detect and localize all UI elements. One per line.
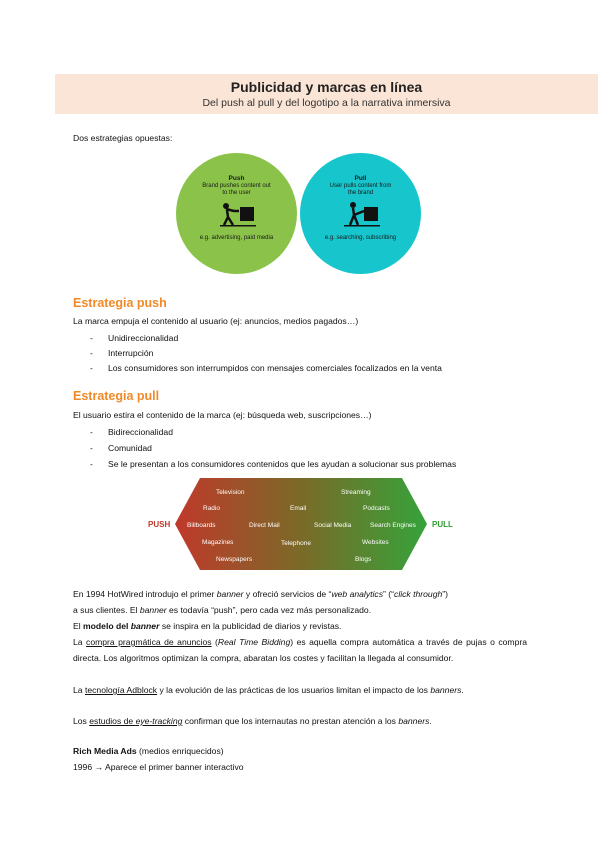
pull-circle-desc2: the brand xyxy=(347,190,374,196)
diagram-word-email: Email xyxy=(290,505,307,512)
diagram-word-billboards: Billboards xyxy=(187,522,216,529)
push-circle xyxy=(176,153,297,274)
paragraph-adblock: La tecnología Adblock y la evolución de las prácticas de los usuarios limitan el impacto de los banners. xyxy=(73,685,464,695)
push-circle-desc1: Brand pushes content out xyxy=(202,183,271,189)
diagram-word-search-engines: Search Engines xyxy=(370,522,416,529)
title-banner xyxy=(55,74,598,114)
list-item: - Los consumidores son interrumpidos con mensajes comerciales focalizados en la venta xyxy=(90,363,442,373)
diagram-word-blogs: Blogs xyxy=(355,556,372,563)
diagram-word-magazines: Magazines xyxy=(202,539,234,546)
rich-media-line: 1996 → Aparece el primer banner interactivo xyxy=(73,762,244,772)
list-item: - Se le presentan a los consumidores contenidos que les ayudan a solucionar sus problemas xyxy=(90,459,457,469)
diagram-word-television: Television xyxy=(216,489,245,496)
paragraph-eye-tracking: Los estudios de eye-tracking confirman que los internautas no prestan atención a los banners. xyxy=(73,716,432,726)
rich-media-heading: Rich Media Ads (medios enriquecidos) xyxy=(73,746,224,756)
push-circle-desc2: to the user xyxy=(222,190,251,196)
diagram-word-websites: Websites xyxy=(362,539,389,546)
intro-text: Dos estrategias opuestas: xyxy=(73,133,173,143)
paragraph-programmatic: La compra pragmática de anuncios (Real Time Bidding) es aquella compra automática a través de pujas o compra directa. Los algoritmos optimizan la compra, abaratan los costes y facilitan la llegada al consumidor. xyxy=(73,637,528,663)
diagram-word-streaming: Streaming xyxy=(341,489,371,496)
push-heading: Estrategia push xyxy=(73,296,167,310)
diagram-word-radio: Radio xyxy=(203,505,220,512)
page-title: Publicidad y marcas en línea xyxy=(230,79,423,95)
push-text: La marca empuja el contenido al usuario (ej: anuncios, medios pagados…) xyxy=(73,316,359,326)
diagram-word-telephone: Telephone xyxy=(281,540,311,547)
pull-circle-desc1: User pulls content from xyxy=(329,183,392,189)
push-circle-title: Push xyxy=(228,175,245,182)
list-item: - Bidireccionalidad xyxy=(90,427,173,437)
diagram-push-label: PUSH xyxy=(148,520,171,529)
diagram-word-newspapers: Newspapers xyxy=(216,556,253,563)
list-item: - Comunidad xyxy=(90,443,152,453)
diagram-pull-label: PULL xyxy=(432,520,453,529)
list-item: - Unidireccionalidad xyxy=(90,333,179,343)
pull-text: El usuario estira el contenido de la marca (ej: búsqueda web, suscripciones…) xyxy=(73,410,372,420)
diagram-word-direct-mail: Direct Mail xyxy=(249,522,280,529)
pull-circle-example: e.g. searching, subscribing xyxy=(324,235,397,241)
list-item: - Interrupción xyxy=(90,348,154,358)
push-circle-example: e.g. advertising, paid media xyxy=(199,235,274,241)
paragraph-hotwired: En 1994 HotWired introdujo el primer banner y ofreció servicios de “web analytics” (“click through”) a sus clientes. El banner es todavía “push”, pero cada vez más personalizado. xyxy=(73,589,448,615)
diagram-word-social-media: Social Media xyxy=(314,522,352,529)
pull-circle-title: Pull xyxy=(354,175,367,182)
pull-circle xyxy=(300,153,421,274)
page-subtitle: Del push al pull y del logotipo a la narrativa inmersiva xyxy=(202,97,451,109)
paragraph-banner-model: El modelo del banner se inspira en la publicidad de diarios y revistas. xyxy=(73,621,342,631)
pull-heading: Estrategia pull xyxy=(73,389,160,403)
diagram-word-podcasts: Podcasts xyxy=(363,505,390,512)
person-pulling-box-icon xyxy=(344,201,380,227)
person-pushing-box-icon xyxy=(220,201,256,227)
